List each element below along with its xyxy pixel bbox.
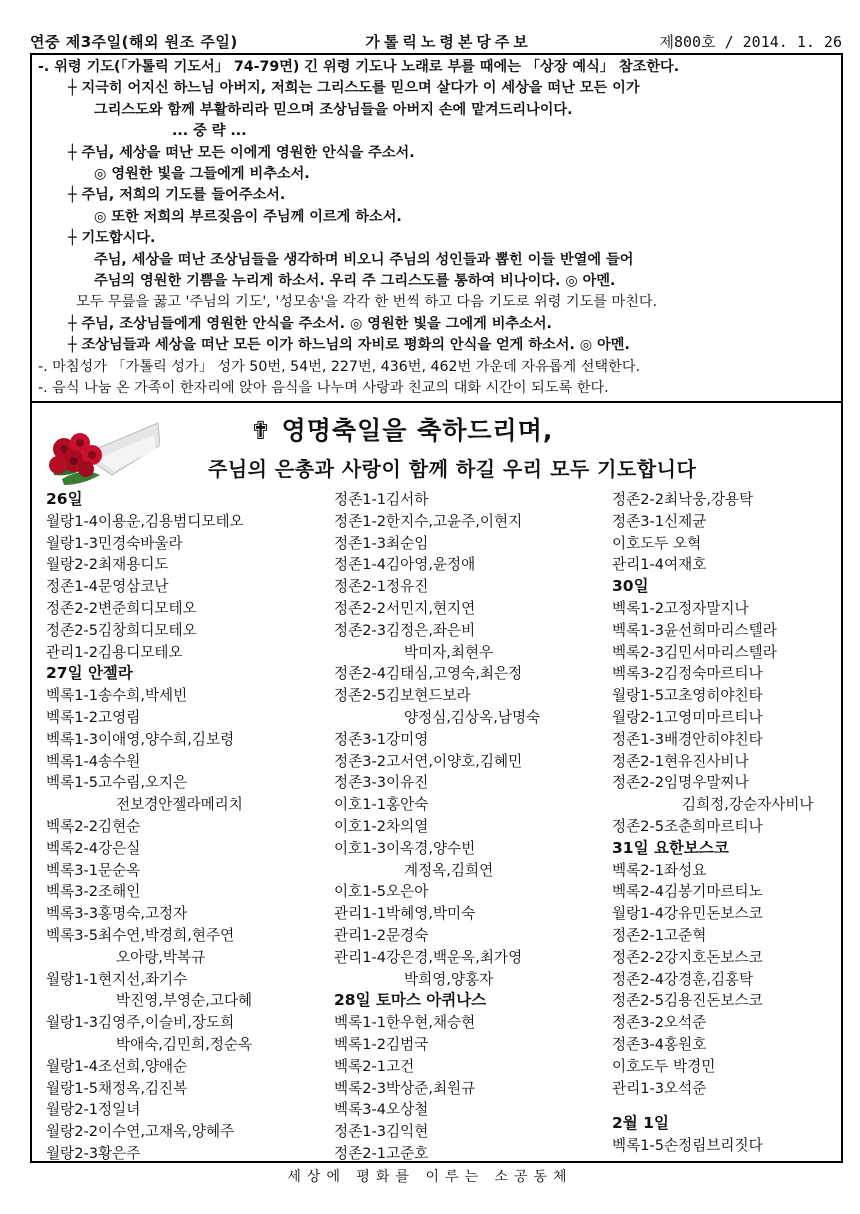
prayer-line: 주님의 영원한 기쁨을 누리게 하소서. 우리 주 그리스도를 통하여 비나이다. ◎ 아멘. (94, 273, 616, 290)
name-list-item: 정존2-5김창희디모테오 (46, 621, 197, 639)
bulletin-header (30, 26, 842, 52)
parish-bulletin-title: 가톨릭노령본당주보 (365, 33, 532, 51)
name-list-item: 벡록2-3박상준,최원규 (334, 1079, 476, 1097)
prayer-line: 주님, 세상을 떠난 조상님들을 생각하며 비오니 주님의 성인들과 뽑힌 이들 반열에 들어 (94, 251, 634, 268)
name-list-item: 정존2-2강지호돈보스코 (612, 948, 763, 966)
name-list-item: 월랑2-2이수연,고재옥,양혜주 (46, 1123, 235, 1141)
prayer-line: ┼ 주님, 세상을 떠난 모든 이에게 영원한 안식을 주소서. (68, 144, 415, 161)
name-list-item: 정존3-1강미영 (334, 730, 429, 748)
name-list-item: 정존1-4김아영,윤정애 (334, 556, 476, 574)
name-list-item: 월랑2-1고영미마르티나 (612, 708, 763, 726)
name-list-column-2 (334, 489, 616, 1165)
prayer-instruction: 모두 무릎을 꿇고 '주님의 기도', '성모송'을 각각 한 번씩 하고 다음 기도로 위령 기도를 마친다. (76, 294, 658, 311)
name-list-item: 정존2-5조춘희마르티나 (612, 817, 763, 835)
name-list-item: 관리1-4여재호 (612, 556, 707, 574)
spacer (612, 1099, 837, 1113)
feast-day-heading: 30일 (612, 577, 649, 596)
name-list-item: 벡록2-2김현순 (46, 817, 141, 835)
name-list-item: 정존1-3배경안히야친타 (612, 730, 763, 748)
issue-number-date: 제800호 / 2014. 1. 26 (659, 33, 842, 51)
name-list-item: 정존2-2임명우말찌나 (612, 774, 749, 792)
name-list-item: 정존3-1신제균 (612, 512, 707, 530)
name-list-item: 관리1-4강은경,백운옥,최가영 (334, 948, 523, 966)
name-list-item: 정존1-1김서하 (334, 491, 429, 508)
name-list-item: 정존2-1고준호 (334, 1144, 429, 1162)
feast-day-heading: 27일 안젤라 (46, 664, 133, 683)
name-list-item: 벡록1-3이애영,양수희,김보령 (46, 730, 235, 748)
name-list-item: 월랑2-2최재용디도 (46, 556, 169, 574)
name-list-continuation: 계정옥,김희연 (404, 861, 494, 879)
name-list-item: 정존2-2변준희디모테오 (46, 599, 197, 617)
feast-title: ✟ 영명축일을 축하드리며, (250, 416, 554, 445)
prayer-response: ◎ 영원한 빛을 그들에게 비추소서. (94, 166, 310, 183)
bulletin-footer-motto: 세상에 평화를 이루는 소공동체 (287, 1169, 573, 1185)
name-list-item: 이호1-5오은아 (334, 883, 429, 901)
name-list-item: 정존2-1고준혁 (612, 926, 707, 944)
name-list-item: 벡록2-1고건 (334, 1057, 415, 1075)
name-list-item: 정존1-2한지수,고윤주,이현지 (334, 512, 523, 530)
name-list-item: 정존1-3김익현 (334, 1123, 429, 1141)
liturgical-week: 연중 제3주일(해외 원조 주일) (30, 33, 238, 51)
name-list-item: 정존2-5김용진돈보스코 (612, 992, 763, 1010)
name-list-item: 벡록2-1좌성요 (612, 861, 707, 879)
name-list-item: 벡록2-4강은실 (46, 839, 141, 857)
name-list-item: 월랑1-3김영주,이슬비,장도희 (46, 1014, 235, 1032)
name-list-item: 이호1-1홍안숙 (334, 796, 429, 814)
name-list-item: 정존3-2고서연,이양호,김혜민 (334, 752, 523, 770)
name-list-continuation: 전보경안젤라메리치 (116, 796, 243, 814)
name-list-item: 정존3-3이유진 (334, 774, 429, 792)
name-list-continuation: 김희정,강순자사비나 (682, 796, 814, 814)
name-list-continuation: 박미자,최현우 (404, 643, 494, 661)
name-list-item: 정존2-1정유진 (334, 578, 429, 596)
name-list-continuation: 오아랑,박복규 (116, 948, 206, 966)
bulletin-page-frame (30, 53, 843, 1163)
name-list-column-3 (612, 489, 837, 1157)
prayer-line: ┼ 주님, 저희의 기도를 들어주소서. (68, 187, 286, 204)
feast-day-heading: 31일 요한보스코 (612, 838, 729, 857)
name-list-item: 정존1-3최순임 (334, 534, 429, 552)
prayer-line: 그리스도와 함께 부활하리라 믿으며 조상님들을 아버지 손에 맡겨드리나이다. (94, 101, 573, 118)
name-list-item: 벡록1-5손정림브리짓다 (612, 1137, 763, 1155)
prayer-line: ┼ 지극히 어지신 하느님 아버지, 저희는 그리스도를 믿으며 살다가 이 세상을 떠난 모든 이가 (68, 80, 640, 97)
name-list-item: 정존2-5김보현드보라 (334, 687, 471, 705)
name-list-item: 관리1-1박혜영,박미숙 (334, 905, 476, 923)
name-list-item: 관리1-2문경숙 (334, 926, 429, 944)
feast-subtitle: 주님의 은총과 사랑이 함께 하길 우리 모두 기도합니다 (208, 457, 697, 481)
name-list-item: 벡록2-3김민서마리스텔라 (612, 643, 777, 661)
name-day-section (32, 405, 841, 1161)
prayer-line: ┼ 조상님들과 세상을 떠난 모든 이가 하느님의 자비로 평화의 안식을 얻게 하소서. ◎ 아멘. (68, 337, 630, 354)
feast-day-heading: 2월 1일 (612, 1114, 669, 1133)
prayer-line: ... 중 략 ... (172, 123, 247, 140)
name-list-item: 월랑1-4이용운,김용범디모테오 (46, 512, 244, 530)
name-list-item: 이호1-2차의열 (334, 817, 429, 835)
feast-day-heading: 28일 토마스 아퀴나스 (334, 991, 487, 1010)
name-list-item: 월랑1-5고초영히야친타 (612, 687, 763, 705)
name-list-item: 벡록3-3홍명숙,고정자 (46, 905, 188, 923)
name-list-item: 정존2-2최낙웅,강용탁 (612, 491, 754, 508)
name-list-continuation: 박희영,양홍자 (404, 970, 494, 988)
name-list-item: 벡록3-2조해인 (46, 883, 141, 901)
name-list-item: 정존2-3김정은,좌은비 (334, 621, 476, 639)
prayer-line: ┼ 주님, 조상님들에게 영원한 안식을 주소서. ◎ 영원한 빛을 그에게 비추소서. (68, 315, 552, 332)
name-list-item: 월랑1-5채정옥,김진복 (46, 1079, 188, 1097)
name-list-continuation: 박진영,부영순,고다혜 (116, 992, 253, 1010)
name-list-item: 벡록1-4송수원 (46, 752, 141, 770)
name-list-item: 벡록1-1한우현,채승현 (334, 1014, 476, 1032)
name-list-item: 벡록3-4오상철 (334, 1101, 429, 1119)
rose-bouquet-icon (42, 415, 160, 487)
name-list-item: 벡록3-1문순옥 (46, 861, 141, 879)
prayer-line: -. 위령 기도(「가톨릭 기도서」 74-79면) 긴 위령 기도나 노래로 부를 때에는 「상장 예식」 참조한다. (38, 59, 680, 75)
name-list-item: 벡록2-4김봉기마르티노 (612, 883, 763, 901)
name-list-item: 정존2-2서민지,현지연 (334, 599, 476, 617)
memorial-prayer-section (32, 55, 841, 403)
name-list-item: 벡록1-2고영림 (46, 708, 141, 726)
feast-day-heading: 26일 (46, 490, 83, 508)
name-list-continuation: 박애숙,김민희,정순옥 (116, 1035, 253, 1053)
name-list-item: 이호도두 오혁 (612, 534, 702, 552)
name-list-item: 월랑1-4조선희,양애순 (46, 1057, 188, 1075)
name-list-item: 벡록1-2고정자말지나 (612, 599, 749, 617)
name-list-item: 이호1-3이옥경,양수빈 (334, 839, 476, 857)
name-list-item: 정존3-4홍원호 (612, 1035, 707, 1053)
name-list-item: 관리1-2김용디모테오 (46, 643, 183, 661)
name-list-item: 관리1-3오석준 (612, 1079, 707, 1097)
name-list-item: 정존2-4강경훈,김홍탁 (612, 970, 754, 988)
name-list-item: 벡록1-2김범국 (334, 1035, 429, 1053)
prayer-line: ┼ 기도합시다. (68, 230, 156, 247)
prayer-response: ◎ 또한 저희의 부르짖음이 주님께 이르게 하소서. (94, 208, 402, 225)
name-list-column-1 (46, 489, 336, 1165)
name-list-item: 정존3-2오석준 (612, 1014, 707, 1032)
name-list-item: 벡록1-5고수림,오지은 (46, 774, 188, 792)
name-list-item: 이호도두 박경민 (612, 1057, 716, 1075)
name-list-item: 정존2-1현유진사비나 (612, 752, 749, 770)
name-list-item: 정존1-4문영삼코난 (46, 578, 169, 596)
closing-hymn-note: -. 마침성가 「가톨릭 성가」 성가 50번, 54번, 227번, 436번, 462번 가운데 자유롭게 선택한다. (38, 358, 641, 375)
name-list-item: 월랑2-3황은주 (46, 1144, 141, 1162)
name-list-item: 벡록1-3윤선희마리스텔라 (612, 621, 777, 639)
name-list-item: 벡록1-1송수희,박세빈 (46, 687, 188, 705)
name-list-item: 월랑1-4강유민돈보스코 (612, 905, 763, 923)
name-list-item: 월랑1-3민경숙바울라 (46, 534, 183, 552)
name-list-item: 월랑2-1정일녀 (46, 1101, 141, 1119)
food-sharing-note: -. 음식 나눔 온 가족이 한자리에 앉아 음식을 나누며 사랑과 친교의 대화 시간이 되도록 한다. (38, 380, 609, 397)
name-list-item: 정존2-4김태심,고영숙,최은정 (334, 665, 523, 683)
name-list-item: 벡록3-5최수연,박경희,현주연 (46, 926, 235, 944)
name-list-continuation: 양정심,김상옥,남명숙 (404, 708, 541, 726)
name-list-item: 벡록3-2김정숙마르티나 (612, 665, 763, 683)
name-list-item: 월랑1-1현지선,좌기수 (46, 970, 188, 988)
